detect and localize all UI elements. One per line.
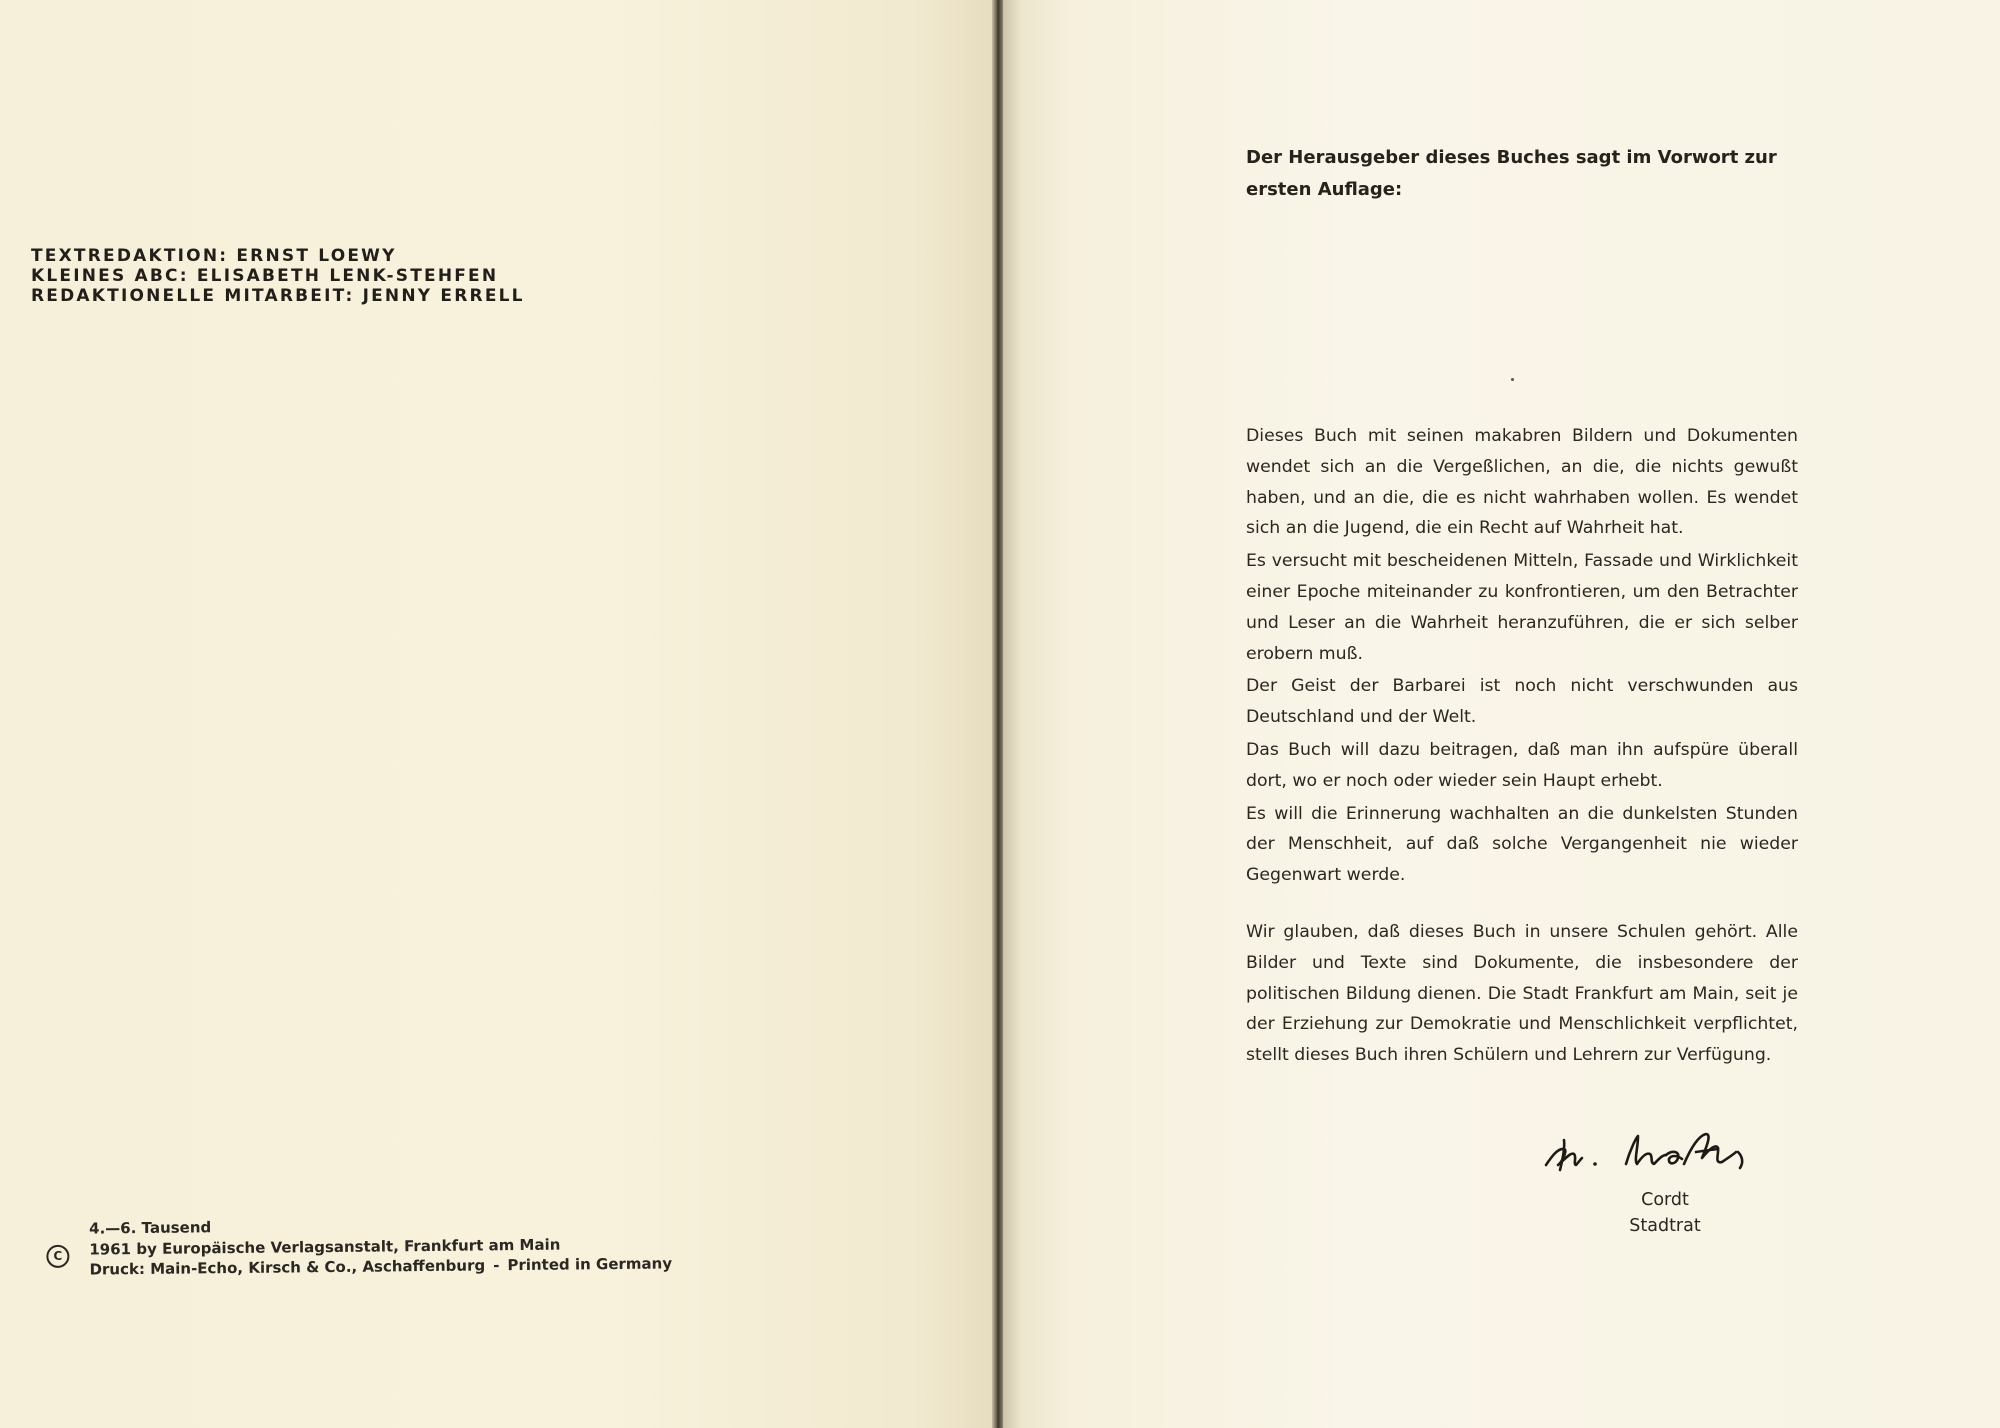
imprint [46,1212,687,1283]
edition-line: 4.—6. Tausend [89,1218,212,1238]
credit-text-editor: TEXTREDAKTION: ERNST LOEWY [31,246,397,266]
credit-editorial-assistant: REDAKTIONELLE MITARBEIT: JENNY ERRELL [31,286,525,306]
foreword-heading: Der Herausgeber dieses Buches sagt im Vorwort zur ersten Auflage: [1246,147,1777,200]
editorial-credits [31,246,525,306]
foreword-paragraph: Dieses Buch mit seinen makabren Bildern und Dokumenten wendet sich an die Vergeßlichen, an die, die nichts gewußt haben, und an die, die es nicht wahrhaben wollen. Es wendet sich an die Jugend, die ein Recht auf Wahrheit hat. [1246,426,1798,539]
foreword-paragraph: Es will die Erinnerung wachhalten an die dunkelsten Stunden der Menschheit, auf daß solche Vergangenheit nie wieder Gegenwart werde. [1246,803,1798,886]
foreword-paragraph: Es versucht mit bescheidenen Mitteln, Fassade und Wirklichkeit einer Epoche miteinander zu konfrontieren, um den Betrachter und Leser an die Wahrheit heranzuführen, die er sich selber erobern muß. [1246,551,1798,664]
spine-shadow [1003,0,1021,1428]
paper-speck [1511,378,1514,381]
copyright-line: 1961 by Europäische Verlagsanstalt, Frankfurt am Main [89,1235,561,1259]
signer-title: Stadtrat [1629,1216,1701,1236]
printed-in-text: Printed in Germany [507,1254,673,1275]
imprint-lines [89,1212,672,1280]
foreword-text [1246,421,1798,1073]
credit-abc-author: KLEINES ABC: ELISABETH LENK-STEHFEN [31,266,499,286]
copyright-icon: C [46,1245,69,1268]
left-page [0,0,992,1428]
book-gutter [992,0,1003,1428]
foreword-paragraph: Das Buch will dazu beitragen, daß man ihn aufspüre überall dort, wo er noch oder wieder sein Haupt erhebt. [1246,739,1798,791]
right-page [1003,0,2000,1428]
printer-text: Druck: Main-Echo, Kirsch & Co., Aschaffenburg [89,1256,486,1279]
handwritten-signature [1540,1118,1820,1180]
signer-name: Cordt [1641,1190,1689,1210]
foreword-paragraph: Der Geist der Barbarei ist noch nicht verschwunden aus Deutschland und der Welt. [1246,676,1798,728]
foreword-paragraph: Wir glauben, daß dieses Buch in unsere Schulen gehört. Alle Bilder und Texte sind Dokumente, die insbesondere der politischen Bildung dienen. Die Stadt Frankfurt am Main, seit je der Erziehung zur Demokratie und Menschlichkeit verpflichtet, stellt dieses Buch ihren Schülern und Lehrern zur Verfügung. [1246,921,1798,1066]
imprint-separator: - [493,1256,500,1275]
